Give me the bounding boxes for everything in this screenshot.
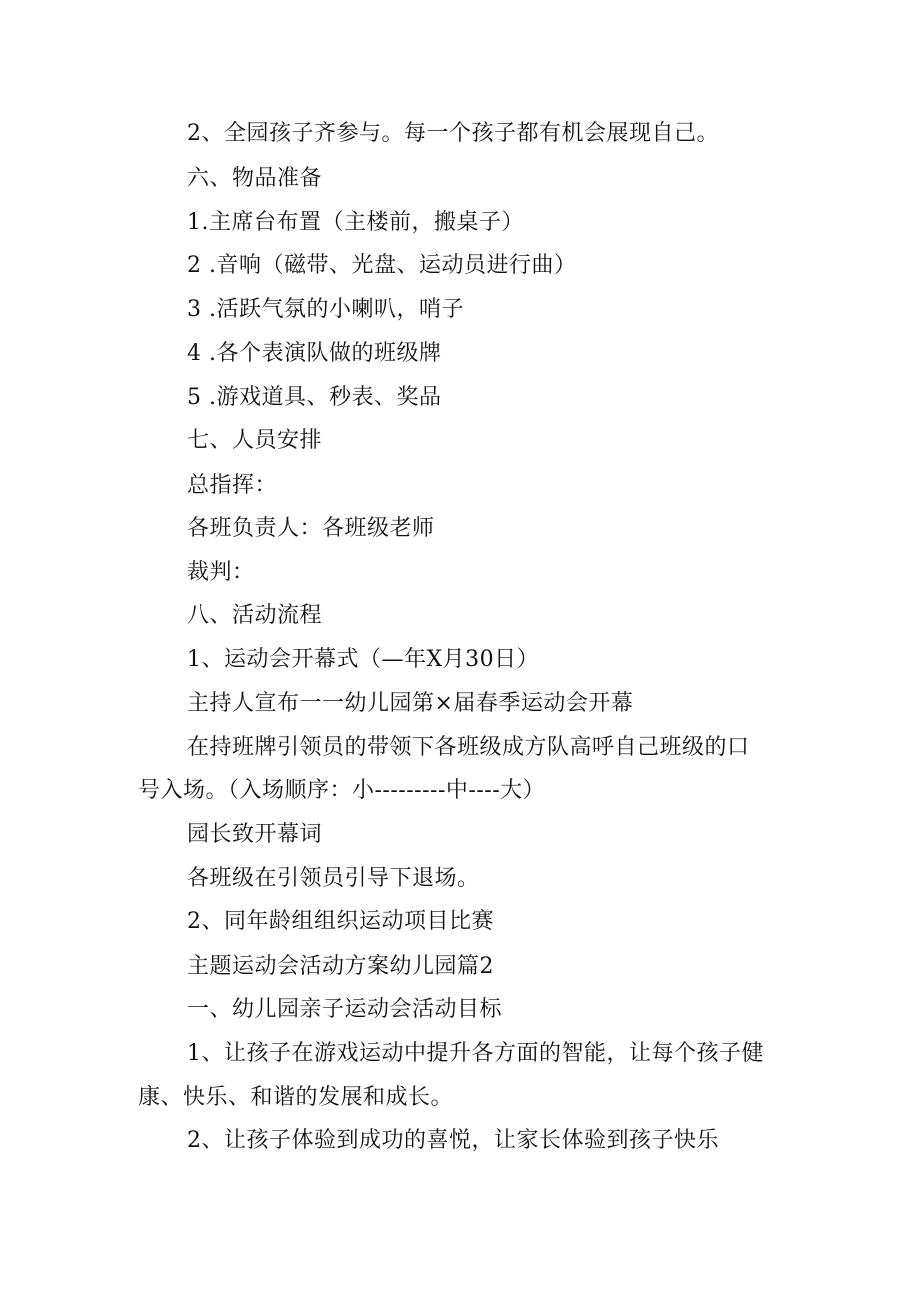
text-line: 1、运动会开幕式（—年X月30日）: [187, 647, 540, 672]
list-item: 4 .各个表演队做的班级牌: [187, 341, 442, 366]
list-item: 1.主席台布置（主楼前，搬桌子）: [187, 210, 524, 235]
paragraph-line: 2、让孩子体验到成功的喜悦，让家长体验到孩子快乐: [187, 1128, 719, 1153]
document-title: 主题运动会活动方案幼儿园篇2: [187, 954, 494, 979]
text-line: 各班级在引领员引导下退场。: [187, 866, 480, 891]
paragraph-line: 1、让孩子在游戏运动中提升各方面的智能，让每个孩子健: [187, 1041, 764, 1066]
text-line: 园长致开幕词: [187, 822, 323, 847]
section-heading: 六、物品准备: [187, 166, 323, 191]
section-heading: 一、幼儿园亲子运动会活动目标: [187, 997, 503, 1022]
list-item: 5 .游戏道具、秒表、奖品: [187, 385, 442, 410]
list-item: 3 .活跃气氛的小喇叭，哨子: [187, 297, 464, 322]
text-line: 2、同年龄组组织运动项目比赛: [187, 909, 494, 934]
paragraph-line: 号入场。（入场顺序：小---------中----大）: [138, 778, 546, 803]
text-line: 各班负责人：各班级老师: [187, 516, 435, 541]
text-line: 2、全园孩子齐参与。每一个孩子都有机会展现自己。: [187, 121, 719, 146]
section-heading: 八、活动流程: [187, 603, 323, 628]
list-item: 2 .音响（磁带、光盘、运动员进行曲）: [187, 253, 577, 278]
text-line: 裁判：: [187, 560, 255, 585]
section-heading: 七、人员安排: [187, 428, 323, 453]
paragraph-line: 在持班牌引领员的带领下各班级成方队高呼自己班级的口: [187, 735, 750, 760]
paragraph-line: 康、快乐、和谐的发展和成长。: [138, 1085, 454, 1110]
text-line: 主持人宣布一一幼儿园第×届春季运动会开幕: [187, 691, 634, 716]
text-line: 总指挥：: [187, 473, 278, 498]
